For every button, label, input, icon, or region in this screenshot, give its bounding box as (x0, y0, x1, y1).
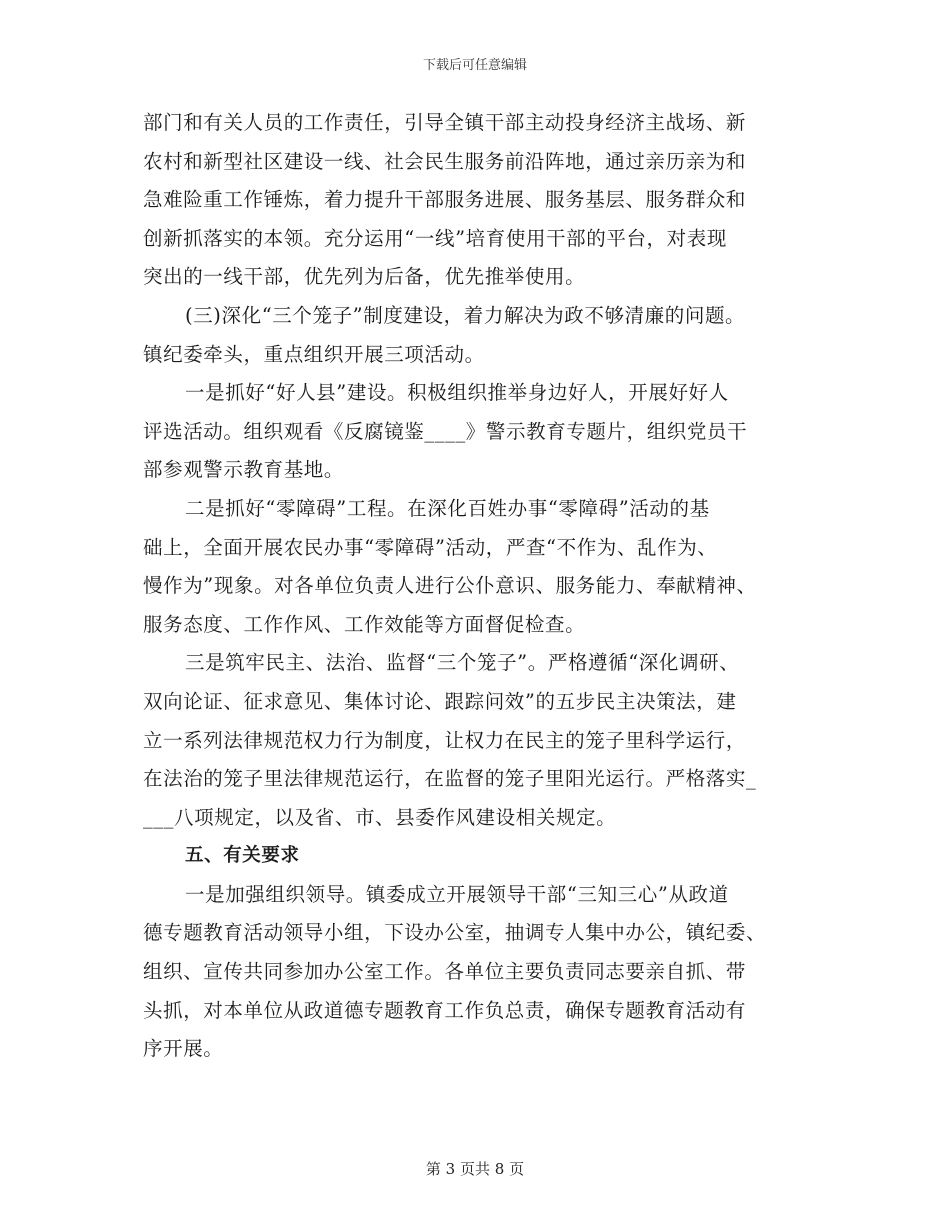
text-line: 部参观警示教育基地。 (143, 458, 345, 482)
text-line: 头抓，对本单位从政道德专题教育工作负总责，确保专题教育活动有 (143, 998, 747, 1022)
text-line: 一是加强组织领导。镇委成立开展领导干部“三知三心”从政道 (185, 882, 729, 906)
text-line: 一是抓好“好人县”建设。积极组织推举身边好人，开展好好人 (185, 381, 729, 405)
text-line: 农村和新型社区建设一线、社会民生服务前沿阵地，通过亲历亲为和 (143, 149, 747, 173)
text-line: 双向论证、征求意见、集体讨论、跟踪问效”的五步民主决策法，建 (143, 689, 737, 713)
text-line: 在法治的笼子里法律规范运行，在监督的笼子里阳光运行。严格落实_ (143, 767, 757, 791)
text-line: 序开展。 (143, 1037, 224, 1061)
text-line: 德专题教育活动领导小组，下设办公室，抽调专人集中办公，镇纪委、 (143, 921, 767, 945)
text-line: (三)深化“三个笼子”制度建设，着力解决为政不够清廉的问题。 (185, 303, 746, 327)
text-line: 急难险重工作锤炼，着力提升干部服务进展、服务基层、服务群众和 (143, 188, 747, 212)
text-line: 评选活动。组织观看《反腐镜鉴____》警示教育专题片，组织党员干 (143, 419, 748, 443)
text-line: 创新抓落实的本领。充分运用“一线”培育使用干部的平台，对表现 (143, 226, 727, 250)
text-line: 慢作为”现象。对各单位负责人进行公仆意识、服务能力、奉献精神、 (143, 574, 757, 598)
text-line: ___八项规定，以及省、市、县委作风建设相关规定。 (143, 805, 617, 829)
text-line: 突出的一线干部，优先列为后备，优先推举使用。 (143, 265, 586, 289)
page-header: 下载后可任意编辑 (422, 58, 527, 73)
document-body (143, 104, 813, 1069)
text-line: 镇纪委牵头，重点组织开展三项活动。 (143, 342, 485, 366)
page-footer: 第 3 页共 8 页 (425, 1160, 525, 1178)
text-line: 服务态度、工作作风、工作效能等方面督促检查。 (143, 612, 586, 636)
section-heading: 五、有关要求 (185, 845, 300, 867)
text-line: 二是抓好“零障碍”工程。在深化百姓办事“零障碍”活动的基 (185, 496, 710, 520)
text-line: 组织、宣传共同参加办公室工作。各单位主要负责同志要亲自抓、带 (143, 960, 747, 984)
text-line: 础上，全面开展农民办事“零障碍”活动，严查“不作为、乱作为、 (143, 535, 718, 559)
text-line: 部门和有关人员的工作责任，引导全镇干部主动投身经济主战场、新 (143, 111, 747, 134)
text-line: 立一系列法律规范权力行为制度，让权力在民主的笼子里科学运行， (143, 728, 747, 752)
text-line: 三是筑牢民主、法治、监督“三个笼子”。严格遵循“深化调研、 (185, 651, 740, 675)
